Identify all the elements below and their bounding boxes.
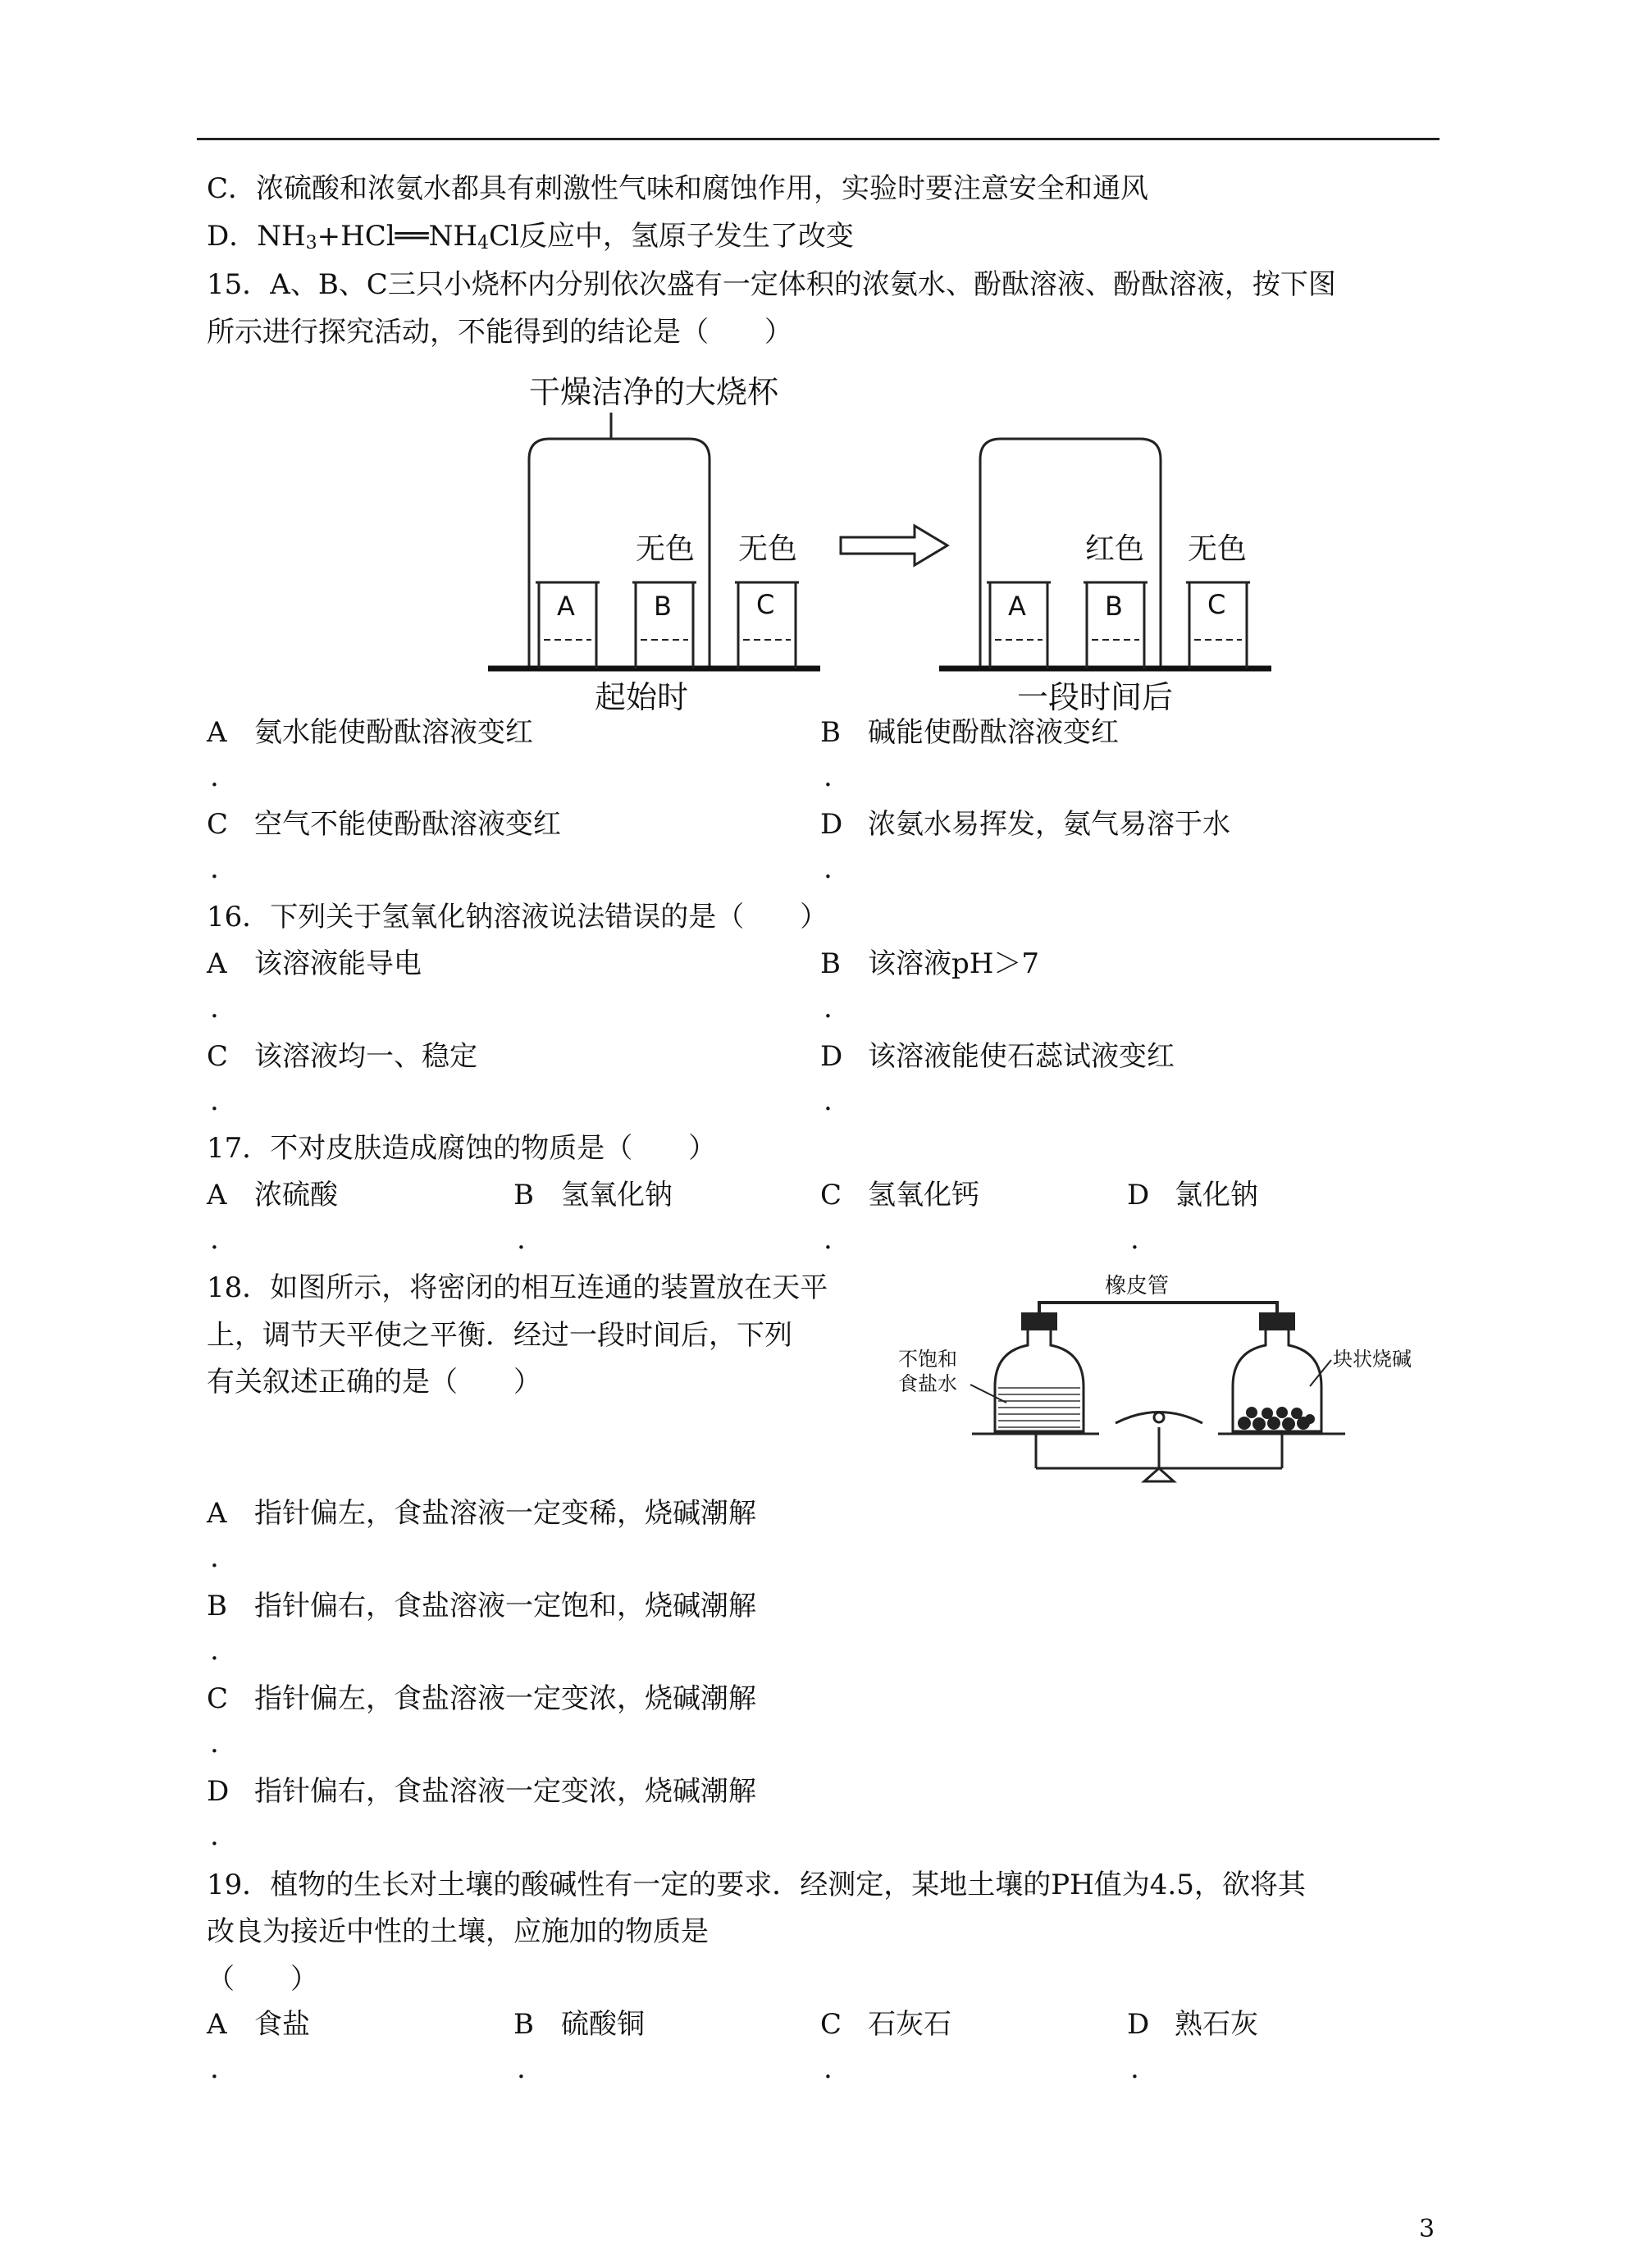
svg-text:A: A <box>557 591 575 622</box>
q18-figure <box>890 1263 1431 1485</box>
q15-option-b: B 碱能使酚酞溶液变红 <box>820 716 1119 749</box>
q18-option-b: B 指针偏右，食盐溶液一定饱和，烧碱潮解 <box>207 1590 756 1622</box>
q14-option-d-part3: Cl反应中，氢原子发生了改变 <box>489 220 854 253</box>
q14-option-d-part1: D．NH <box>207 220 306 253</box>
q19-stem-line3: （ ） <box>207 1963 318 1996</box>
q17-option-a: A 浓硫酸 <box>207 1179 338 1212</box>
left-label-2: 食盐水 <box>898 1372 957 1395</box>
q17-option-c: C 氢氧化钙 <box>820 1179 979 1212</box>
q15-option-d: D 浓氨水易挥发，氨气易溶于水 <box>820 808 1230 841</box>
q19-stem-line2: 改良为接近中性的土壤，应施加的物质是 <box>207 1915 709 1948</box>
cup-b-after <box>1084 582 1148 669</box>
arrow-icon <box>841 526 947 565</box>
q17-stem: 17．不对皮肤造成腐蚀的物质是（ ） <box>207 1132 717 1165</box>
q14-option-d-sub1: 3 <box>305 233 317 253</box>
cup-c-after <box>1186 582 1250 669</box>
q19-stem-line1: 19．植物的生长对土壤的酸碱性有一定的要求．经测定，某地土壤的PH值为4.5，欲将其 <box>207 1869 1306 1901</box>
q15-option-a: A 氨水能使酚酞溶液变红 <box>207 716 533 749</box>
q16-option-a: A 该溶液能导电 <box>207 947 422 980</box>
right-bottle <box>1233 1312 1321 1431</box>
q14-option-c: C．浓硫酸和浓氨水都具有刺激性气味和腐蚀作用，实验时要注意安全和通风 <box>207 172 1149 205</box>
q19-option-d: D 熟石灰 <box>1127 2008 1258 2041</box>
header-rule <box>197 138 1440 140</box>
start-c-color: 无色 <box>738 532 798 566</box>
cup-a-start <box>536 582 600 669</box>
q17-option-d: D 氯化钠 <box>1127 1179 1258 1212</box>
big-beaker-label: 干燥洁净的大烧杯 <box>529 374 779 410</box>
q15-option-c: C 空气不能使酚酞溶液变红 <box>207 808 561 841</box>
q16-option-d: D 该溶液能使石蕊试液变红 <box>820 1040 1175 1073</box>
after-b-color: 红色 <box>1085 532 1145 566</box>
svg-text:A: A <box>1008 591 1026 622</box>
q19-option-a: A 食盐 <box>207 2008 310 2041</box>
cup-a-after <box>987 582 1051 669</box>
q18-option-c: C 指针偏左，食盐溶液一定变浓，烧碱潮解 <box>207 1682 756 1715</box>
q16-option-c: C 该溶液均一、稳定 <box>207 1040 477 1073</box>
q18-option-a: A 指针偏左，食盐溶液一定变稀，烧碱潮解 <box>207 1497 756 1530</box>
tube-label: 橡皮管 <box>1105 1274 1170 1298</box>
after-label: 一段时间后 <box>1017 679 1174 715</box>
q14-option-d-sub2: 4 <box>477 233 490 253</box>
svg-text:B: B <box>1105 591 1123 622</box>
right-label: 块状烧碱 <box>1333 1348 1412 1371</box>
document-page: C．浓硫酸和浓氨水都具有刺激性气味和腐蚀作用，实验时要注意安全和通风 D．NH3+HCl══NH4Cl反应中，氢原子发生了改变 15．A、B、C三只小烧杯内分别依次盛有一定体积的浓氨水、酚酞溶液、酚酞溶液，按下图 所示进行探究活动，不能得到的结论是（ ） 干燥洁净的大烧杯 A B C 无色 无色 起始时 A B C 红色 无色 一段时间后 A 氨水能使酚酞溶液变红 B 碱能使酚酞溶液变红 . . C 空气不能使酚酞溶液变红 D 浓氨水易挥发，氨气易溶于水 . . 16．下列关于氢氧化钠溶液说法错误的是（ ） A 该溶液能导电 B 该溶液pH＞7 . . C 该溶液均一、稳定 D 该溶液能使石蕊试液变红 . . 17．不对皮肤造成腐蚀的物质是（ ） A 浓硫酸 B 氢氧化钠 C 氢氧化钙 D 氯化钠 . . . . 18．如图所示，将密闭的相互连通的装置放在天平 上，调节天平使之平衡．经过一段时间后，下列 有关叙述正确的是（ ） 橡皮管 不饱和 食盐水 块状烧碱 A 指针偏左，食盐溶液一定变稀，烧碱潮解 . B 指针偏右，食盐溶液一定饱和，烧碱潮解 . C 指针偏左，食盐溶液一定变浓，烧碱潮解 . D 指针偏右，食盐溶液一定变浓，烧碱潮解 . 19．植物的生长对土壤的酸碱性有一定的要求．经测定，某地土壤的PH值为4.5，欲将其 改良为接近中性的土壤，应施加的物质是 （ ） A 食盐 B 硫酸铜 C 石灰石 D 熟石灰 . . . . 3 <box>0 0 1638 2268</box>
q18-stem-line3: 有关叙述正确的是（ ） <box>207 1366 541 1399</box>
q15-stem-line1: 15．A、B、C三只小烧杯内分别依次盛有一定体积的浓氨水、酚酞溶液、酚酞溶液，按下图 <box>207 268 1336 301</box>
svg-text:C: C <box>1207 589 1226 620</box>
q18-stem-line1: 18．如图所示，将密闭的相互连通的装置放在天平 <box>207 1271 828 1304</box>
q17-option-b: B 氢氧化钠 <box>513 1179 673 1212</box>
svg-text:C: C <box>756 589 775 620</box>
svg-text:B: B <box>654 591 672 622</box>
left-label-1: 不饱和 <box>898 1348 957 1371</box>
page-number: 3 <box>1419 2215 1435 2243</box>
q16-stem: 16．下列关于氢氧化钠溶液说法错误的是（ ） <box>207 901 828 933</box>
q14-option-d <box>207 216 854 264</box>
q18-option-d: D 指针偏右，食盐溶液一定变浓，烧碱潮解 <box>207 1775 756 1808</box>
q16-option-b: B 该溶液pH＞7 <box>820 947 1040 980</box>
q14-option-d-part2: +HCl══NH <box>317 220 478 253</box>
rubber-tube <box>1039 1303 1277 1312</box>
cup-c-start <box>735 582 799 669</box>
q15-figure <box>480 365 1284 718</box>
after-c-color: 无色 <box>1188 532 1248 566</box>
cup-b-start <box>632 582 696 669</box>
start-b-color: 无色 <box>636 532 696 566</box>
q18-stem-line2: 上，调节天平使之平衡．经过一段时间后，下列 <box>207 1319 792 1352</box>
q15-stem-line2: 所示进行探究活动，不能得到的结论是（ ） <box>207 316 792 349</box>
start-label: 起始时 <box>595 679 689 715</box>
q19-option-b: B 硫酸铜 <box>513 2008 645 2041</box>
q19-option-c: C 石灰石 <box>820 2008 951 2041</box>
left-bottle <box>995 1312 1084 1431</box>
